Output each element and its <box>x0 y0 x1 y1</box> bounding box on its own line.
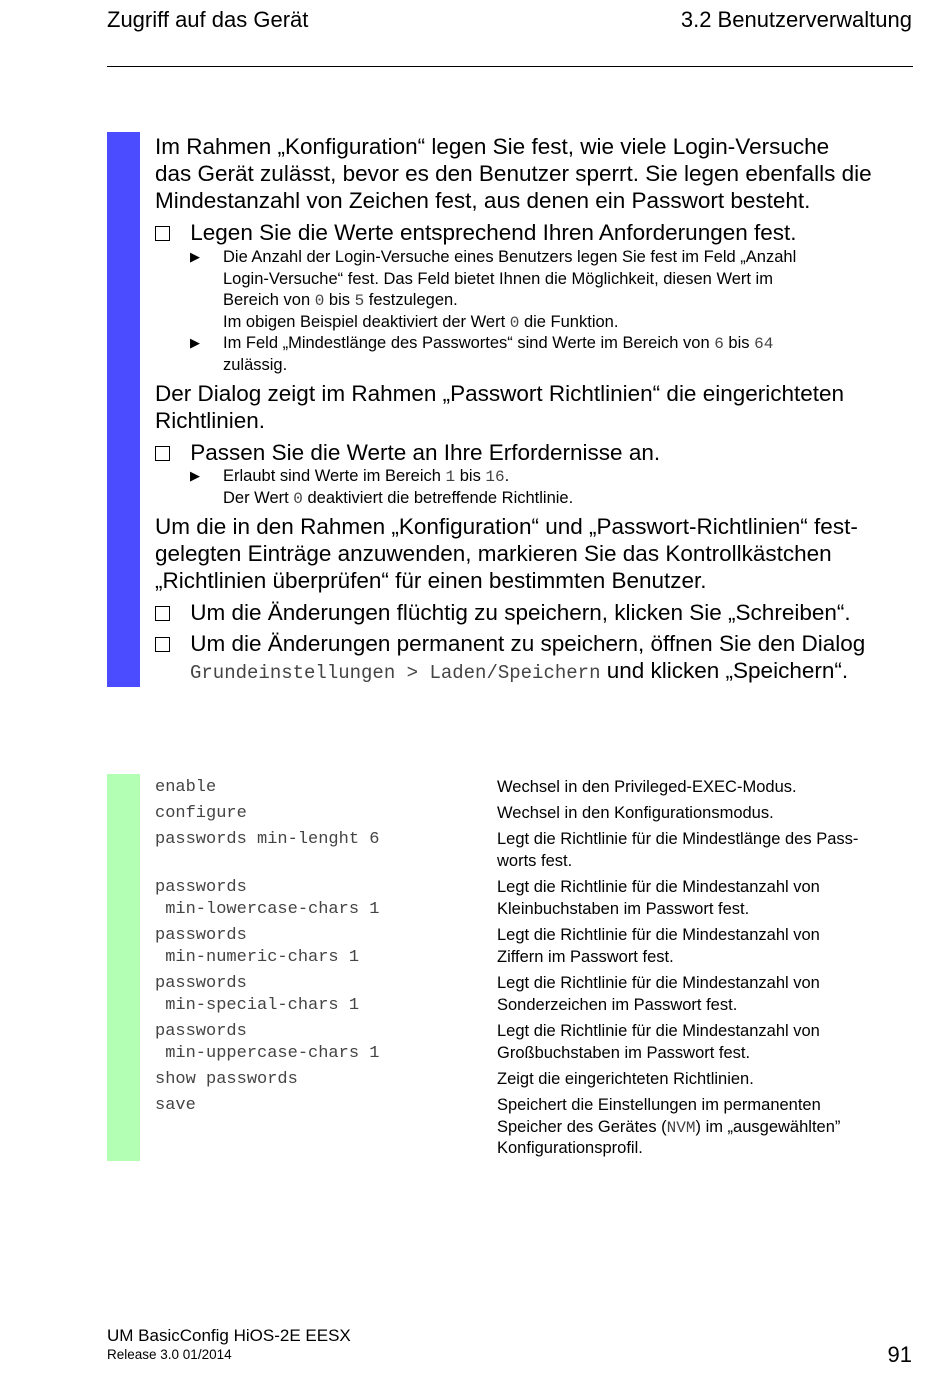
cli-description: Ziffern im Passwort fest. <box>497 947 674 966</box>
step-save-volatile: Um die Änderungen flüchtig zu speichern, klicken Sie „Schreiben“. <box>155 599 851 626</box>
manual-title: UM BasicConfig HiOS-2E EESX <box>107 1326 351 1345</box>
section-title: 3.2 Benutzerverwaltung <box>680 7 912 32</box>
cli-description: Sonderzeichen im Passwort fest. <box>497 995 738 1014</box>
cli-command: passwords <box>155 1022 247 1041</box>
note-min-length: zulässig. <box>223 355 288 374</box>
paragraph-policies-line: Der Dialog zeigt im Rahmen „Passwort Richtlinien“ die eingerichteten <box>155 381 845 406</box>
cli-command: configure <box>155 804 247 823</box>
checkbox-icon <box>155 637 170 652</box>
header-rule <box>107 66 913 67</box>
cli-command: show passwords <box>155 1070 298 1089</box>
step-save-permanent: Um die Änderungen permanent zu speichern, öffnen Sie den Dialog <box>155 630 865 657</box>
step-adjust-values: Passen Sie die Werte an Ihre Erfordernisse an. <box>155 439 660 466</box>
checkbox-icon <box>155 606 170 621</box>
cli-description: Wechsel in den Konfigurationsmodus. <box>497 804 774 822</box>
note-login-attempts-example: Im obigen Beispiel deaktiviert der Wert 0 die Funktion. <box>223 312 619 332</box>
cli-description: Wechsel in den Privileged-EXEC-Modus. <box>497 778 797 796</box>
note-login-attempts-range: Bereich von 0 bis 5 festzulegen. <box>223 291 458 310</box>
cli-description: Legt die Richtlinie für die Mindestanzahl von <box>497 878 820 896</box>
cli-description: Legt die Richtlinie für die Mindestanzahl von <box>497 974 820 992</box>
release-info: Release 3.0 01/2014 <box>107 1347 232 1362</box>
cli-description: Speichert die Einstellungen im permanenten <box>497 1096 821 1114</box>
cli-description: Legt die Richtlinie für die Mindestlänge des Pass- <box>497 830 859 848</box>
cli-description: Legt die Richtlinie für die Mindestanzahl von <box>497 926 820 944</box>
cli-description: Kleinbuchstaben im Passwort fest. <box>497 899 750 918</box>
checkbox-icon <box>155 446 170 461</box>
cli-command: passwords min-lenght 6 <box>155 830 380 849</box>
note-zero-disables: Der Wert 0 deaktiviert die betreffende Richtlinie. <box>223 488 574 508</box>
cli-command: min-numeric-chars 1 <box>155 948 360 967</box>
cli-command: passwords <box>155 926 247 945</box>
cli-description: Konfigurationsprofil. <box>497 1139 643 1157</box>
page-number: 91 <box>887 1342 912 1367</box>
cli-description: Zeigt die eingerichteten Richtlinien. <box>497 1070 754 1088</box>
cli-command: enable <box>155 778 217 797</box>
paragraph-apply-line: gelegten Einträge anzuwenden, markieren Sie das Kontrollkästchen <box>155 541 832 566</box>
paragraph-configuration-line: das Gerät zulässt, bevor es den Benutzer sperrt. Sie legen ebenfalls die <box>155 161 872 186</box>
cli-description: Großbuchstaben im Passwort fest. <box>497 1043 751 1062</box>
arrow-bullet-icon: ▶ <box>190 335 200 350</box>
cli-description: Legt die Richtlinie für die Mindestanzahl von <box>497 1022 820 1040</box>
cli-command: passwords <box>155 878 247 897</box>
paragraph-configuration-line: Mindestanzahl von Zeichen fest, aus denen ein Passwort besteht. <box>155 188 811 213</box>
instruction-marker-bar <box>107 132 140 687</box>
note-allowed-range: Erlaubt sind Werte im Bereich 1 bis 16. <box>223 467 510 486</box>
paragraph-apply-line: „Richtlinien überprüfen“ für einen bestimmten Benutzer. <box>155 568 707 593</box>
arrow-bullet-icon: ▶ <box>190 468 200 483</box>
cli-command: min-uppercase-chars 1 <box>155 1044 380 1063</box>
dialog-path: Grundeinstellungen > Laden/Speichern <box>190 662 601 684</box>
cli-description: worts fest. <box>497 851 573 870</box>
paragraph-configuration-line: Im Rahmen „Konfiguration“ legen Sie fest, wie viele Login-Versuche <box>155 134 830 159</box>
note-min-length: Im Feld „Mindestlänge des Passwortes“ sind Werte im Bereich von 6 bis 64 <box>223 334 774 353</box>
chapter-title: Zugriff auf das Gerät <box>107 7 309 32</box>
step-save-permanent-path: Grundeinstellungen > Laden/Speichern und klicken „Speichern“. <box>190 658 849 684</box>
note-login-attempts: Die Anzahl der Login-Versuche eines Benutzers legen Sie fest im Feld „Anzahl <box>223 248 797 266</box>
cli-command: passwords <box>155 974 247 993</box>
paragraph-policies-line: Richtlinien. <box>155 408 266 433</box>
cli-description: Speicher des Gerätes (NVM) im „ausgewählten” <box>497 1117 841 1137</box>
cli-command: min-special-chars 1 <box>155 996 360 1015</box>
cli-marker-bar <box>107 774 140 1161</box>
cli-command: save <box>155 1096 196 1115</box>
arrow-bullet-icon: ▶ <box>190 249 200 264</box>
paragraph-apply-line: Um die in den Rahmen „Konfiguration“ und „Passwort-Richtlinien“ fest- <box>155 514 858 539</box>
checkbox-icon <box>155 226 170 241</box>
cli-command: min-lowercase-chars 1 <box>155 900 380 919</box>
step-set-values: Legen Sie die Werte entsprechend Ihren Anforderungen fest. <box>155 219 797 246</box>
note-login-attempts: Login-Versuche“ fest. Das Feld bietet Ihnen die Möglichkeit, diesen Wert im <box>223 269 773 288</box>
